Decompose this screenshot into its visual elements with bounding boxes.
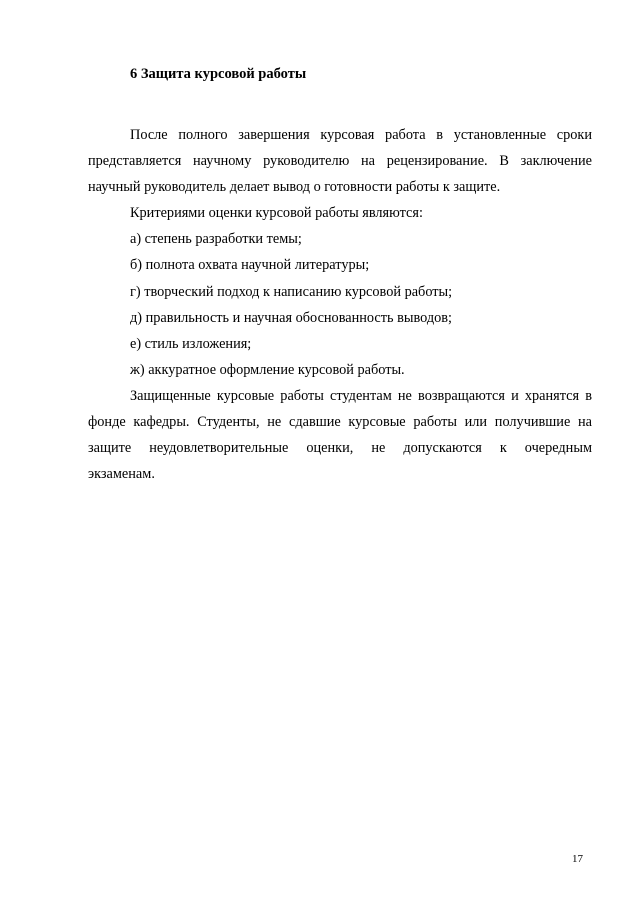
paragraph-line: Защищенные курсовые работы студентам не возвращаются и хранятся в bbox=[130, 387, 592, 404]
paragraph-line: После полного завершения курсовая работа в установленные сроки bbox=[130, 127, 592, 143]
paragraph-line: Критериями оценки курсовой работы являются: bbox=[130, 205, 423, 222]
list-item: ж) аккуратное оформление курсовой работы. bbox=[130, 361, 405, 378]
paragraph-line: научный руководитель делает вывод о готовности работы к защите. bbox=[88, 179, 501, 196]
paragraph-line: фонде кафедры. Студенты, не сдавшие курсовые работы или получившие на bbox=[88, 414, 592, 431]
list-item: а) степень разработки темы; bbox=[130, 231, 302, 248]
list-item: г) творческий подход к написанию курсовой работы; bbox=[130, 283, 453, 300]
list-item: д) правильность и научная обоснованность выводов; bbox=[130, 309, 453, 326]
list-item: е) стиль изложения; bbox=[130, 335, 252, 352]
page-number: 17 bbox=[572, 853, 583, 865]
paragraph-line: экзаменам. bbox=[88, 466, 155, 483]
section-heading: 6 Защита курсовой работы bbox=[130, 66, 307, 82]
paragraph-line: представляется научному руководителю на рецензирование. В заключение bbox=[88, 153, 592, 170]
list-item: б) полнота охвата научной литературы; bbox=[130, 257, 370, 274]
paragraph-line: защите неудовлетворительные оценки, не допускаются к очередным bbox=[88, 440, 592, 457]
body-text bbox=[88, 122, 592, 487]
